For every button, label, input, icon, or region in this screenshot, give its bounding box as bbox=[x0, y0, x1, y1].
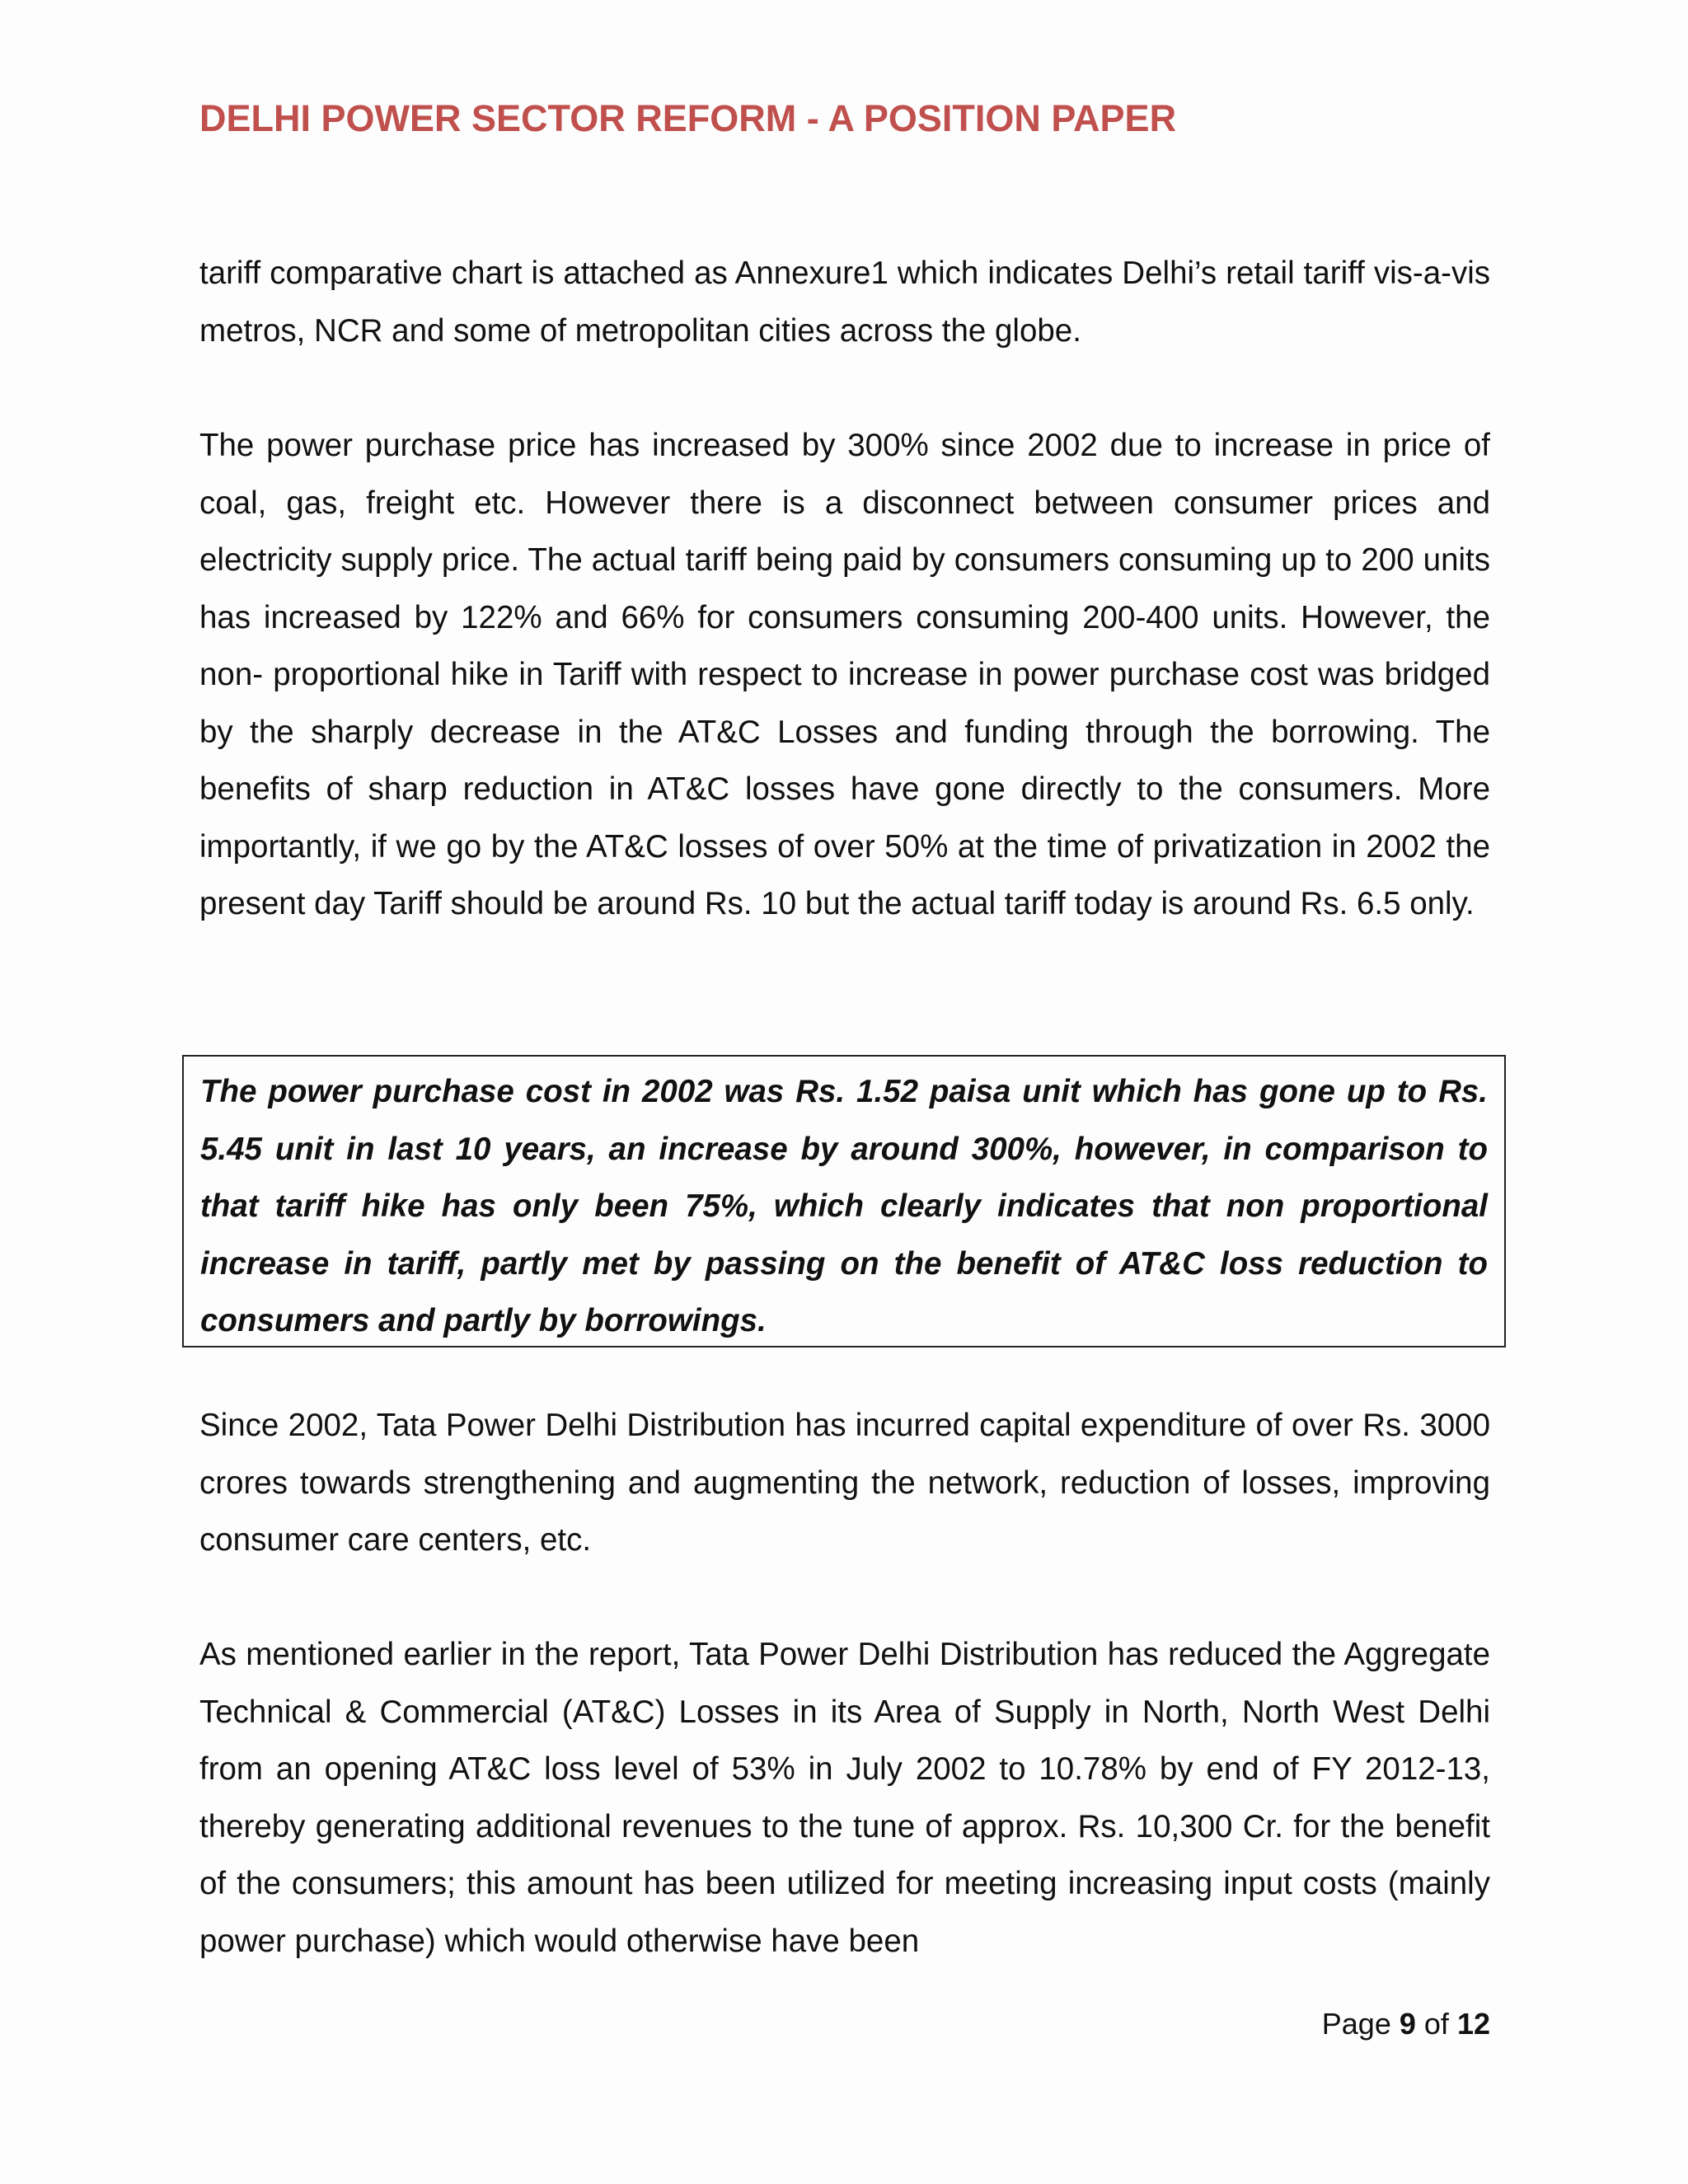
highlight-box bbox=[182, 1055, 1506, 1347]
document-title: DELHI POWER SECTOR REFORM - A POSITION PAPER bbox=[199, 97, 1177, 139]
paragraph-atc-loss-reduction: As mentioned earlier in the report, Tata Power Delhi Distribution has reduced the Aggregate Technical & Commercial (AT&C) Losses in its Area of Supply in North, North West Delhi from an opening AT&C loss level of 53% in July 2002 to 10.78% by end of FY 2012-13, thereby generating additional revenues to the tune of approx. Rs. 10,300 Cr. for the benefit of the consumers; this amount has been utilized for meeting increasing input costs (mainly power purchase) which would otherwise have been bbox=[199, 1637, 1490, 1959]
paragraph-tariff-comparative: tariff comparative chart is attached as Annexure1 which indicates Delhi’s retail tariff vis-a-vis metros, NCR and some of metropolitan cities across the globe. bbox=[199, 255, 1490, 349]
of-label: of bbox=[1423, 2007, 1449, 2041]
current-page-number: 9 bbox=[1399, 2007, 1416, 2041]
page-number-footer bbox=[1322, 2007, 1490, 2041]
page-label: Page bbox=[1321, 2007, 1391, 2041]
paragraph-capital-expenditure: Since 2002, Tata Power Delhi Distribution has incurred capital expenditure of over Rs. 3000 crores towards strengthening and augmenting the network, reduction of losses, improving consumer care centers, etc. bbox=[199, 1408, 1490, 1558]
highlight-text: The power purchase cost in 2002 was Rs. 1.52 paisa unit which has gone up to Rs. 5.45 unit in last 10 years, an increase by around 300%, however, in comparison to that tariff hike has only been 75%, which clearly indicates that non proportional increase in tariff, partly met by passing on the benefit of AT&C loss reduction to consumers and partly by borrowings. bbox=[200, 1074, 1488, 1338]
total-pages: 12 bbox=[1456, 2007, 1490, 2041]
paragraph-power-purchase-price: The power purchase price has increased by 300% since 2002 due to increase in price of coal, gas, freight etc. However there is a disconnect between consumer prices and electricity supply price. The actual tariff being paid by consumers consuming up to 200 units has increased by 122% and 66% for consumers consuming 200-400 units. However, the non- proportional hike in Tariff with respect to increase in power purchase cost was bridged by the sharply decrease in the AT&C Losses and funding through the borrowing. The benefits of sharp reduction in AT&C losses have gone directly to the consumers. More importantly, if we go by the AT&C losses of over 50% at the time of privatization in 2002 the present day Tariff should be around Rs. 10 but the actual tariff today is around Rs. 6.5 only. bbox=[199, 428, 1490, 921]
